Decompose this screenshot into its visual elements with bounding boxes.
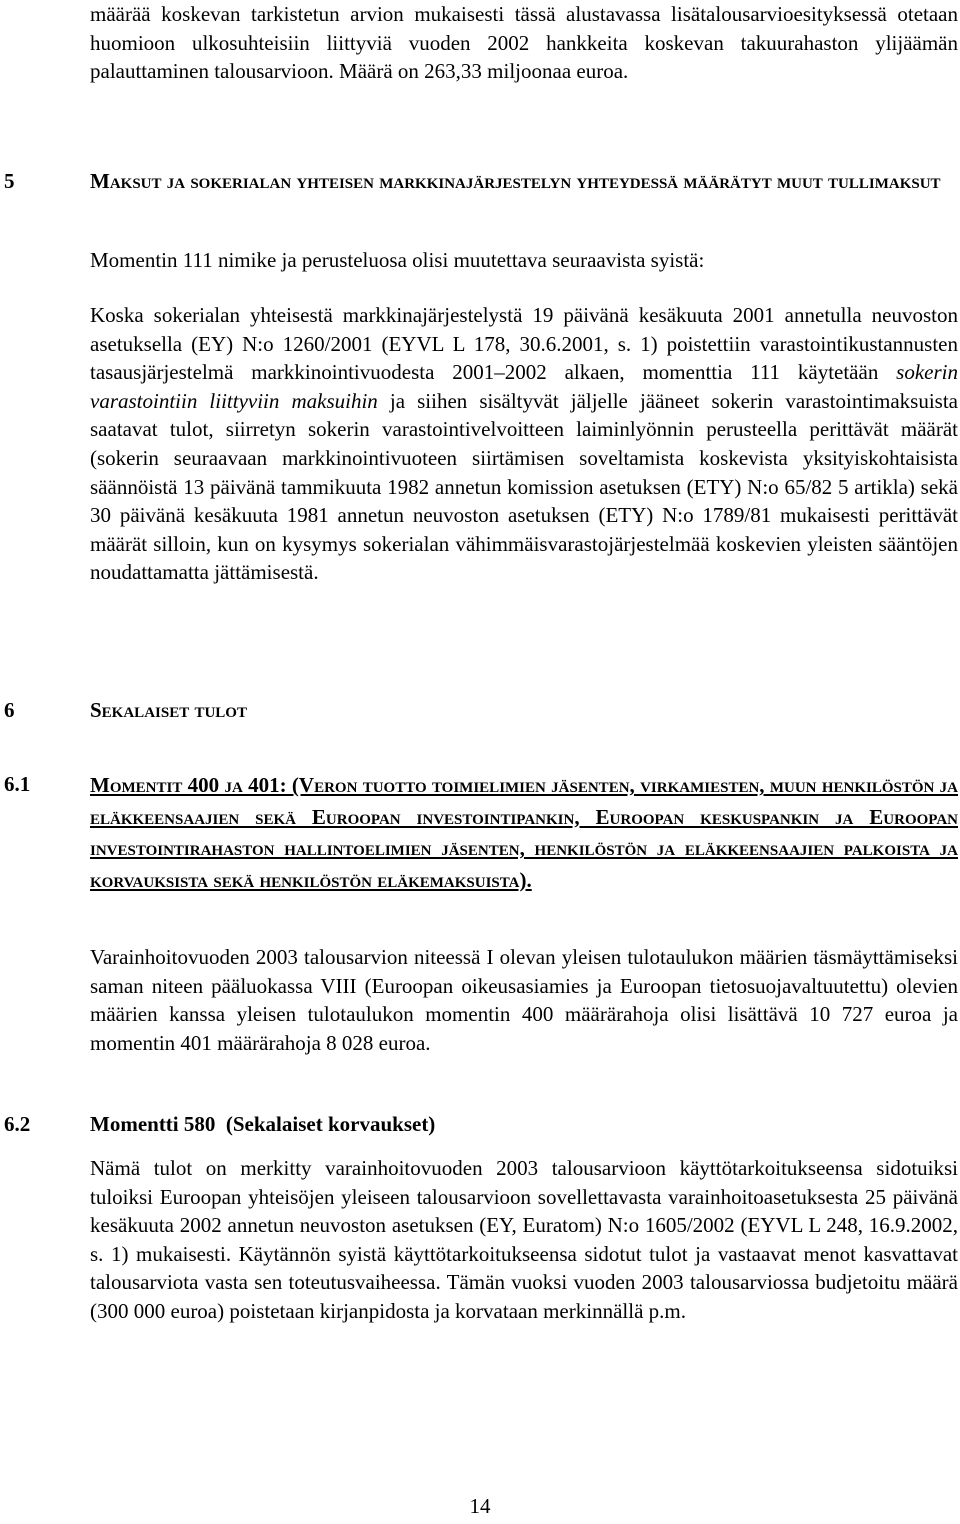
section-5-number: 5 — [4, 169, 15, 193]
page-number: 14 — [469, 1494, 491, 1518]
section-5-paragraph — [90, 301, 958, 587]
section-5-text-italic: sokerin varastointiin liittyviin maksuihin — [90, 360, 958, 413]
intro-paragraph — [90, 0, 958, 86]
section-5-text-a: Koska sokerialan yhteisestä markkinajärjestelystä 19 päivänä kesäkuuta 2001 annetulla neuvoston asetuksella (EY) N:o 1260/2001 (EYVL L 178, 30.6.2001, s. 1) poistettiin varastointikustannusten tasausjärjestelmä markkinointivuodesta 2001–2002 alkaen, momenttia 111 käytetään — [90, 303, 958, 385]
section-5-lead: Momentin 111 nimike ja perusteluosa olisi muutettava seuraavista syistä: — [90, 248, 705, 272]
section-6-1-number: 6.1 — [4, 772, 31, 796]
section-6-2-number: 6.2 — [4, 1112, 31, 1136]
section-6-2-title: Momentti 580 (Sekalaiset korvaukset) — [90, 1112, 436, 1136]
section-6-2-paragraph: Nämä tulot on merkitty varainhoitovuoden 2003 talousarvioon käyttötarkoitukseensa sidotuiksi tuloiksi Euroopan yhteisöjen yleiseen talousarvioon sovellettavasta varainhoitoasetuksesta 25 päivänä kesäkuuta 2002 annetun neuvoston asetuksen (EY, Euratom) N:o 1605/2002 (EYVL L 248, 16.9.2002, s. 1) mukaisesti. Käytännön syistä käyttötarkoitukseensa sidotut tulot ja vastaavat menot kasvattavat talousarviota vasta sen toteutusvaiheessa. Tämän vuoksi vuoden 2003 talousarviossa budjetoitu määrä (300 000 euroa) poistetaan kirjanpidosta ja korvataan merkinnällä p.m. — [90, 1156, 958, 1323]
section-6-1-paragraph: Varainhoitovuoden 2003 talousarvion niteessä I olevan yleisen tulotaulukon määrien täsmäyttämiseksi saman niteen pääluokassa VIII (Euroopan oikeusasiamies ja Euroopan tietosuojavaltuutettu) olevien määrien kanssa yleisen tulotaulukon momentin 400 määrärahoja olisi lisättävä 10 727 euroa ja momentin 401 määrärahoja 8 028 euroa. — [90, 945, 958, 1055]
section-6-number: 6 — [4, 698, 15, 722]
section-6-1-title: Momentit 400 ja 401: (Veron tuotto toimielimien jäsenten, virkamiesten, muun henkilöstön ja eläkkeensaajien sekä Euroopan investointipankin, Euroopan keskuspankin ja Euroopan investointirahaston hallintoelimien jäsenten, henkilöstön ja eläkkeensaajien palkoista ja korvauksista sekä henkilöstön eläkemaksuista). — [90, 773, 958, 892]
section-6-title: Sekalaiset tulot — [90, 698, 247, 722]
section-5-text-b: ja siihen sisältyvät jäljelle jääneet sokerin varastointimaksuista saatavat tulot, siirretyn sokerin varastointivelvoitteen laiminlyönnin perusteella perittävät määrät (sokerin seuraavaan markkinointivuoteen siirtämisen soveltamista koskevista yksityiskohtaisista säännöistä 13 päivänä tammikuuta 1982 annetun komission asetuksen (ETY) N:o 65/82 5 artikla) sekä 30 päivänä kesäkuuta 1981 annetun neuvoston asetuksen (ETY) N:o 1789/81 mukaisesti perittävät määrät silloin, kun on kysymys sokerialan vähimmäisvarastojärjestelmää koskevien yleisten sääntöjen noudattamatta jättämisestä. — [90, 388, 958, 585]
intro-text: määrää koskevan tarkistetun arvion mukaisesti tässä alustavassa lisätalousarvioesityksessä otetaan huomioon ulkosuhteisiin liittyviä vuoden 2002 hankkeita koskevan takuurahaston ylijäämän palauttaminen talousarvioon. Määrä on — [90, 2, 958, 84]
intro-amount: 263,33 miljoonaa euroa. — [424, 59, 629, 84]
section-5-title: Maksut ja sokerialan yhteisen markkinajärjestelyn yhteydessä määrätyt muut tullimaksut — [90, 169, 941, 193]
